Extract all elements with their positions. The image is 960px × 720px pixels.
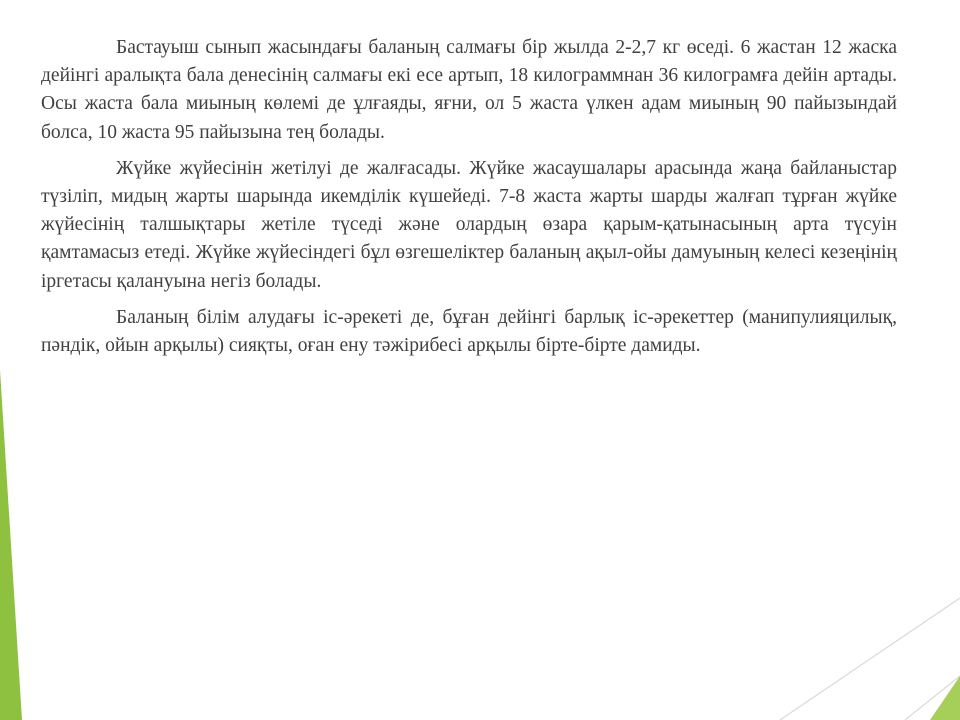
bottom-right-green-triangle <box>930 676 960 720</box>
left-green-wedge <box>0 370 22 720</box>
paragraph-1: Бастауыш сынып жасындағы баланың салмағы бір жылда 2-2,7 кг өседі. 6 жастан 12 жаска дейінгі аралықта бала денесінің салмағы екі есе артып, 18 килограммнан 36 килограмға дейін артады. Осы жаста бала миының көлемі де ұлғаяды, яғни, ол 5 жаста үлкен адам миының 90 пайызындай болса, 10 жаста 95 пайызына тең болады. <box>41 37 897 143</box>
paragraph-3: Баланың білім алудағы іс-әрекеті де, бұған дейінгі барлық іс-әрекеттер (манипулияцилық, пәндік, ойын арқылы) сияқты, оған ену тәжірибесі арқылы бірте-бірте дамиды. <box>41 306 897 357</box>
text-body <box>41 34 897 368</box>
paragraph-2: Жүйке жүйесінін жетілуі де жалғасады. Жүйке жасаушалары арасында жаңа байланыстар түзіліп, мидың жарты шарында икемділік күшейеді. 7-8 жаста жарты шарды жалғап тұрған жүйке жүйесінің талшықтары жетіле түседі және олардың өзара қарым-қатынасының арта түсуін қамтамасыз етеді. Жүйке жүйесіндегі бұл өзгешеліктер баланың ақыл-ойы дамуының келесі кезеңінің іргетасы қалануына негіз болады. <box>41 157 897 292</box>
bottom-right-line-long <box>780 598 960 720</box>
